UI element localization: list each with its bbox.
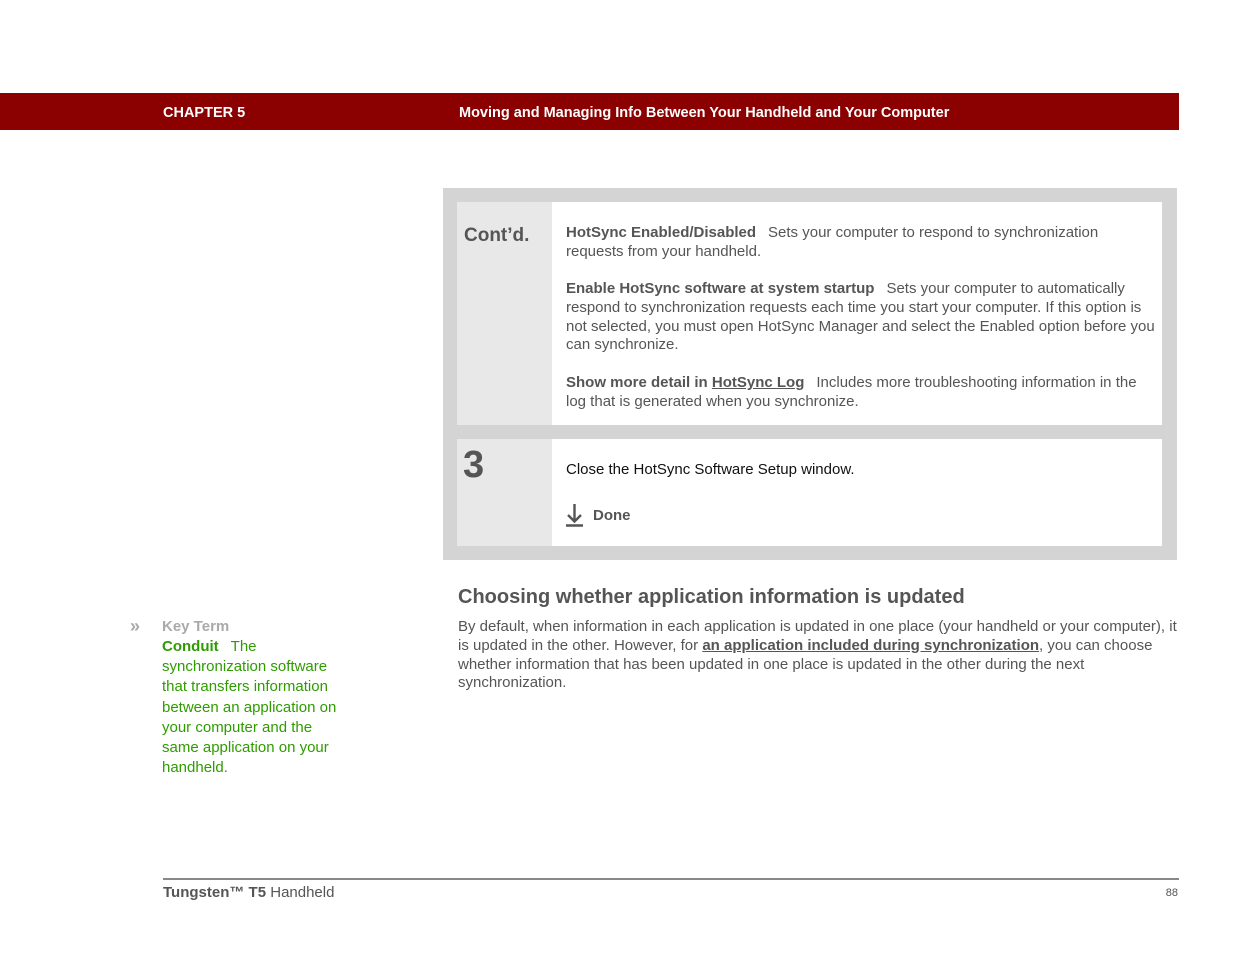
option-term: Enable HotSync software at system startup — [566, 280, 875, 297]
step-label-cell — [457, 439, 552, 546]
key-term-definition: Conduit The synchronization software that transfers information between an application on your computer and the same application on your handheld. — [162, 638, 337, 777]
steps-panel — [443, 188, 1177, 560]
footer-divider — [163, 878, 1179, 880]
page-number: 88 — [1165, 887, 1178, 899]
key-term-word: Conduit — [162, 638, 219, 655]
contd-label: Cont’d. — [464, 225, 530, 246]
step-contd — [457, 202, 1162, 425]
section-body: By default, when information in each application is updated in one place (your handheld or your computer), it is updated in the other. However, for an application included during synchronization, you can choose whether information that has been updated in one place is updated in the other during the next synchronization. — [458, 618, 1177, 692]
option-term: Show more detail in HotSync Log — [566, 374, 805, 391]
option-enable-at-startup — [566, 280, 1156, 355]
step-body-cell — [552, 439, 1162, 546]
option-show-more-detail — [566, 374, 1156, 412]
done-arrow-icon — [566, 503, 583, 527]
key-term-title: Key Term — [162, 618, 230, 635]
option-hotsync-enabled — [566, 224, 1156, 262]
done-label: Done — [593, 506, 631, 524]
step-label-cell — [457, 202, 552, 425]
section-heading: Choosing whether application information is updated — [458, 586, 965, 608]
footer-product-name: Tungsten™ T5 Handheld — [163, 884, 335, 901]
step-number: 3 — [463, 444, 485, 486]
step-3 — [457, 439, 1162, 546]
done-indicator — [566, 503, 631, 527]
option-text: Sets your computer to respond to synchronization requests from your handheld. — [566, 224, 1099, 260]
key-term-chevron-icon: » — [130, 616, 141, 636]
hotsync-log-link[interactable]: HotSync Log — [711, 374, 805, 391]
option-text: Sets your computer to automatically respond to synchronization requests each time you start your computer. If this option is not selected, you must open HotSync Manager and select the Enabled option before you can synchronize. — [566, 280, 1155, 354]
step-body-cell — [552, 202, 1162, 425]
option-text: Includes more troubleshooting information in the log that is generated when you synchronize. — [566, 374, 1137, 410]
application-sync-link[interactable]: an application included during synchronization — [702, 636, 1040, 654]
chapter-label: CHAPTER 5 — [163, 105, 246, 121]
option-term: HotSync Enabled/Disabled — [566, 224, 757, 241]
chapter-title: Moving and Managing Info Between Your Handheld and Your Computer — [459, 105, 950, 121]
step-3-instruction: Close the HotSync Software Setup window. — [566, 461, 855, 478]
